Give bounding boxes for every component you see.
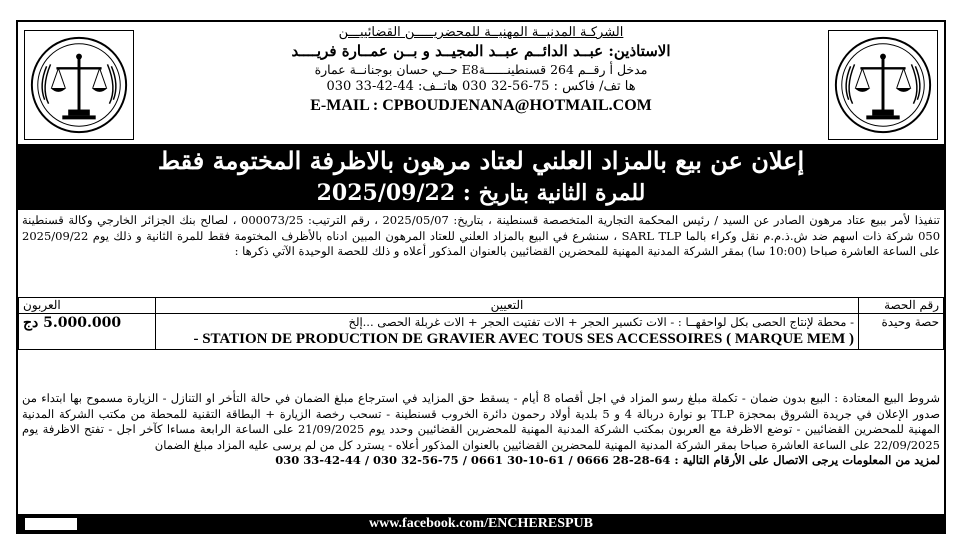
- scales-of-justice-icon: [25, 31, 133, 139]
- column-header-deposit: العربون: [19, 298, 156, 314]
- deposit-amount: 5.000.000 دج: [23, 315, 122, 331]
- table-header-row: [19, 298, 944, 314]
- intro-paragraph: تنفيذا لأمر ببيع عتاد مرهون الصادر عن السيد / رئيس المحكمة التجارية المتخصصة قسنطينة ، بتاريخ: 2025/05/07 ، رقم الترتيب: 000073/25 ، لصالح بنك الجزائر الخارجي وكالة قسنطينة 050 شركة ذات اسهم ضد ش.ذ.م.م نقل وكراء بالما SARL TLP ، سنشرع في البيع بالمزاد العلني للعتاد المرهون المبين ادناه بالأظرف المختومة فقط للمرة الثانية و ذلك يوم 2025/09/22 على الساعة العاشرة صباحا (10:00 سا) بمقر الشركة المدنية المهنية للمحضرين القضائيين بالعنوان المذكور أعلاه و ذلك للحصة الوحيدة الآتي ذكرها :: [22, 213, 941, 258]
- lot-cell: حصة وحيدة: [859, 314, 944, 350]
- phone-line: ها تف/ فاكس : 75-56-32 030 هاتــف: 44-42-33 030: [326, 79, 636, 94]
- conditions-block: [22, 391, 940, 469]
- company-name: الشركـة المدنيــة المهنيــة للمحضريـــــن القضائييـــن: [338, 25, 624, 40]
- announcement-title: إعلان عن بيع بالمزاد العلني لعتاد مرهون بالاظرفة المختومة فقط: [157, 146, 805, 175]
- conditions-text: شروط البيع المعتادة : البيع بدون ضمان - تكملة مبلغ رسو المزاد في اجل أقصاه 8 أيام - يسقط حق المزايد في استرجاع مبلغ الضمان في حالة التأخر او التنازل - الزيارة مسموح بها ابتداء من صدور الإعلان في جريدة الشروق بمحجزة TLP بو نوارة دربالة 4 و 5 بلدية أولاد رحمون دائرة الخروب قسنطينة - تسحب رخصة الزيارة + البطاقة التقنية للمحطة من مكتب الشركة المدنية المهنية للمحضرين القضائيين - توضع الاظرفة مع العربون بمكتب الشركة المدنية المهنية للمحضرين القضائيين وحدد يوم 21/09/2025 على الساعة الرابعة مساءا كآخر اجل - تفتح الاظرفة يوم 22/09/2025 على الساعة العاشرة صباحا بمقر الشركة المدنية المهنية للمحضرين القضائيين بالعنوان المذكور أعلاه - يسترد كل من لم يرسى عليه المزاد مبلغ الضمان: [22, 391, 940, 452]
- scales-of-justice-logo-left: [24, 30, 134, 140]
- bailiffs-names: الاستاذين: عبــد الدائــم عبــد المجيــد و بــن عمــارة فريــــد: [291, 42, 671, 60]
- office-address: مدخل أ رقــم 264 قسنطينــــــةE8 حــي حسان بوجنانــة عمارة: [314, 62, 648, 77]
- header-block: [138, 24, 824, 116]
- lots-table: [18, 297, 944, 350]
- footer-blank-box: [24, 517, 78, 531]
- designation-cell: [156, 314, 859, 350]
- column-header-lot: رقم الحصة: [859, 298, 944, 314]
- email-address: E-MAIL : CPBOUDJENANA@HOTMAIL.COM: [310, 97, 652, 114]
- facebook-link[interactable]: www.facebook.com/ENCHERESPUB: [368, 516, 593, 531]
- contact-numbers: لمزيد من المعلومات يرجى الاتصال على الأرقام التالية : 64-28-28 0666 / 61-10-30 0661 / 75-56-32 030 / 44-42-33 030: [275, 453, 940, 467]
- designation-french: - STATION DE PRODUCTION DE GRAVIER AVEC TOUS SES ACCESSOIRES ( MARQUE MEM ): [193, 331, 854, 347]
- table-row: [19, 314, 944, 350]
- announcement-frame: [16, 20, 946, 534]
- footer-bar: [16, 514, 946, 534]
- scales-of-justice-icon: [829, 31, 937, 139]
- scales-of-justice-logo-right: [828, 30, 938, 140]
- designation-arabic: - محطة لإنتاج الحصى بكل لواحقهــا : - الات تكسير الحجر + الات تفتيت الحجر + الات غربلة الحصى ...إلخ: [348, 315, 854, 329]
- announcement-date: للمرة الثانية بتاريخ : 2025/09/22: [316, 180, 646, 206]
- deposit-cell: [19, 314, 156, 350]
- column-header-designation: التعيين: [156, 298, 859, 314]
- title-banner: [18, 144, 944, 210]
